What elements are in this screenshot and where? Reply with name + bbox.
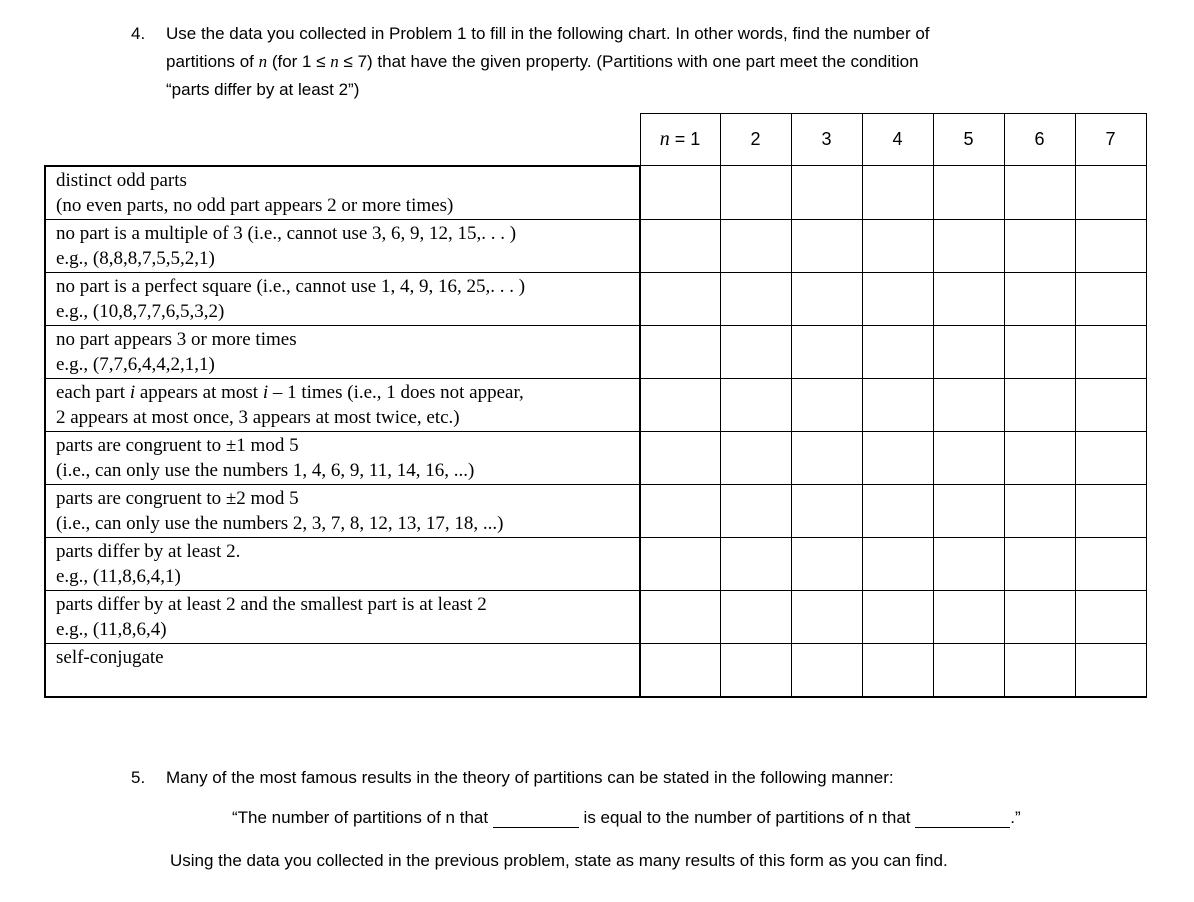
answer-cell[interactable] — [791, 378, 862, 431]
answer-cell[interactable] — [791, 272, 862, 325]
answer-cell[interactable] — [791, 590, 862, 643]
answer-cell[interactable] — [720, 537, 791, 590]
partition-chart — [44, 113, 1147, 698]
answer-cell[interactable] — [1004, 272, 1075, 325]
answer-cell[interactable] — [640, 590, 720, 643]
answer-cell[interactable] — [862, 219, 933, 272]
answer-cell[interactable] — [1075, 484, 1146, 537]
answer-cell[interactable] — [933, 537, 1004, 590]
answer-blank-1[interactable] — [493, 809, 579, 828]
row-label: no part is a perfect square (i.e., cannot use 1, 4, 9, 16, 25,. . . ) e.g., (10,8,7,7,6,5,3,2) — [45, 272, 640, 325]
answer-cell[interactable] — [640, 219, 720, 272]
answer-cell[interactable] — [862, 484, 933, 537]
row-label: parts differ by at least 2 and the smallest part is at least 2 e.g., (11,8,6,4) — [45, 590, 640, 643]
row-label: no part appears 3 or more times e.g., (7,7,6,4,4,2,1,1) — [45, 325, 640, 378]
answer-cell[interactable] — [1075, 272, 1146, 325]
problem-5-line-1: Many of the most famous results in the theory of partitions can be stated in the following manner: — [166, 768, 894, 787]
answer-cell[interactable] — [791, 219, 862, 272]
answer-cell[interactable] — [862, 272, 933, 325]
answer-cell[interactable] — [1004, 166, 1075, 220]
answer-cell[interactable] — [720, 643, 791, 697]
answer-cell[interactable] — [791, 431, 862, 484]
problem-4-line-2: partitions of n (for 1 ≤ n ≤ 7) that have the given property. (Partitions with one part meet the condition — [166, 52, 919, 71]
answer-cell[interactable] — [933, 219, 1004, 272]
header-n-4: 4 — [862, 114, 933, 166]
answer-cell[interactable] — [791, 537, 862, 590]
problem-4-line-1: Use the data you collected in Problem 1 to fill in the following chart. In other words, find the number of — [166, 24, 930, 43]
answer-cell[interactable] — [791, 325, 862, 378]
answer-cell[interactable] — [720, 484, 791, 537]
answer-cell[interactable] — [933, 431, 1004, 484]
answer-cell[interactable] — [1004, 219, 1075, 272]
row-label: no part is a multiple of 3 (i.e., cannot use 3, 6, 9, 12, 15,. . . ) e.g., (8,8,8,7,5,5,2,1) — [45, 219, 640, 272]
answer-cell[interactable] — [640, 325, 720, 378]
problem-4-line-3: “parts differ by at least 2”) — [166, 80, 360, 99]
answer-cell[interactable] — [1004, 590, 1075, 643]
answer-cell[interactable] — [862, 378, 933, 431]
answer-cell[interactable] — [640, 537, 720, 590]
answer-cell[interactable] — [720, 590, 791, 643]
answer-cell[interactable] — [640, 431, 720, 484]
answer-cell[interactable] — [1075, 590, 1146, 643]
row-label: self-conjugate — [45, 643, 640, 697]
answer-cell[interactable] — [640, 166, 720, 220]
answer-cell[interactable] — [1004, 484, 1075, 537]
table-row — [45, 325, 1146, 378]
answer-cell[interactable] — [1075, 219, 1146, 272]
answer-cell[interactable] — [720, 325, 791, 378]
header-n-6: 6 — [1004, 114, 1075, 166]
answer-cell[interactable] — [720, 166, 791, 220]
problem-5-number: 5. — [131, 768, 146, 787]
answer-cell[interactable] — [862, 431, 933, 484]
answer-cell[interactable] — [720, 378, 791, 431]
answer-cell[interactable] — [1075, 325, 1146, 378]
answer-cell[interactable] — [640, 272, 720, 325]
problem-4-number: 4. — [131, 24, 146, 43]
answer-cell[interactable] — [640, 378, 720, 431]
header-n-7: 7 — [1075, 114, 1146, 166]
answer-cell[interactable] — [1004, 537, 1075, 590]
header-row — [45, 114, 1146, 166]
table-row — [45, 537, 1146, 590]
table-row — [45, 590, 1146, 643]
answer-cell[interactable] — [862, 325, 933, 378]
row-label: parts differ by at least 2. e.g., (11,8,6,4,1) — [45, 537, 640, 590]
header-n-5: 5 — [933, 114, 1004, 166]
answer-cell[interactable] — [933, 325, 1004, 378]
answer-cell[interactable] — [933, 272, 1004, 325]
table-row — [45, 378, 1146, 431]
answer-cell[interactable] — [1075, 378, 1146, 431]
answer-cell[interactable] — [1004, 378, 1075, 431]
answer-cell[interactable] — [933, 643, 1004, 697]
answer-cell[interactable] — [791, 484, 862, 537]
header-blank — [45, 114, 640, 166]
n-variable: n — [330, 52, 339, 71]
row-label: parts are congruent to ±2 mod 5 (i.e., can only use the numbers 2, 3, 7, 8, 12, 13, 17, 18, ...) — [45, 484, 640, 537]
table-row — [45, 166, 1146, 220]
answer-cell[interactable] — [862, 643, 933, 697]
row-label: parts are congruent to ±1 mod 5 (i.e., can only use the numbers 1, 4, 6, 9, 11, 14, 16, ...) — [45, 431, 640, 484]
answer-cell[interactable] — [933, 166, 1004, 220]
row-label: each part i appears at most i – 1 times (i.e., 1 does not appear, 2 appears at most once, 3 appears at most twice, etc.) — [45, 378, 640, 431]
answer-cell[interactable] — [640, 484, 720, 537]
answer-cell[interactable] — [791, 166, 862, 220]
row-label: distinct odd parts (no even parts, no odd part appears 2 or more times) — [45, 166, 640, 220]
answer-cell[interactable] — [862, 590, 933, 643]
header-n-3: 3 — [791, 114, 862, 166]
answer-cell[interactable] — [1004, 325, 1075, 378]
answer-cell[interactable] — [862, 166, 933, 220]
answer-cell[interactable] — [1075, 431, 1146, 484]
answer-blank-2[interactable] — [915, 809, 1010, 828]
problem-5-statement: “The number of partitions of n that is equal to the number of partitions of n that .” — [232, 808, 1021, 827]
n-variable: n — [258, 52, 268, 71]
answer-cell[interactable] — [1075, 166, 1146, 220]
problem-5-instruction: Using the data you collected in the previous problem, state as many results of this form as you can find. — [170, 851, 948, 870]
table-row — [45, 484, 1146, 537]
answer-cell[interactable] — [1004, 643, 1075, 697]
answer-cell[interactable] — [720, 272, 791, 325]
answer-cell[interactable] — [1004, 431, 1075, 484]
table-row — [45, 431, 1146, 484]
problem-4-text — [166, 20, 1176, 104]
header-n-1: n = 1 — [640, 114, 720, 166]
answer-cell[interactable] — [862, 537, 933, 590]
table-row — [45, 219, 1146, 272]
answer-cell[interactable] — [933, 590, 1004, 643]
header-n-2: 2 — [720, 114, 791, 166]
answer-cell[interactable] — [791, 643, 862, 697]
answer-cell[interactable] — [933, 484, 1004, 537]
table-row — [45, 272, 1146, 325]
answer-cell[interactable] — [933, 378, 1004, 431]
table-row — [45, 643, 1146, 697]
answer-cell[interactable] — [640, 643, 720, 697]
answer-cell[interactable] — [1075, 537, 1146, 590]
answer-cell[interactable] — [1075, 643, 1146, 697]
answer-cell[interactable] — [720, 219, 791, 272]
answer-cell[interactable] — [720, 431, 791, 484]
